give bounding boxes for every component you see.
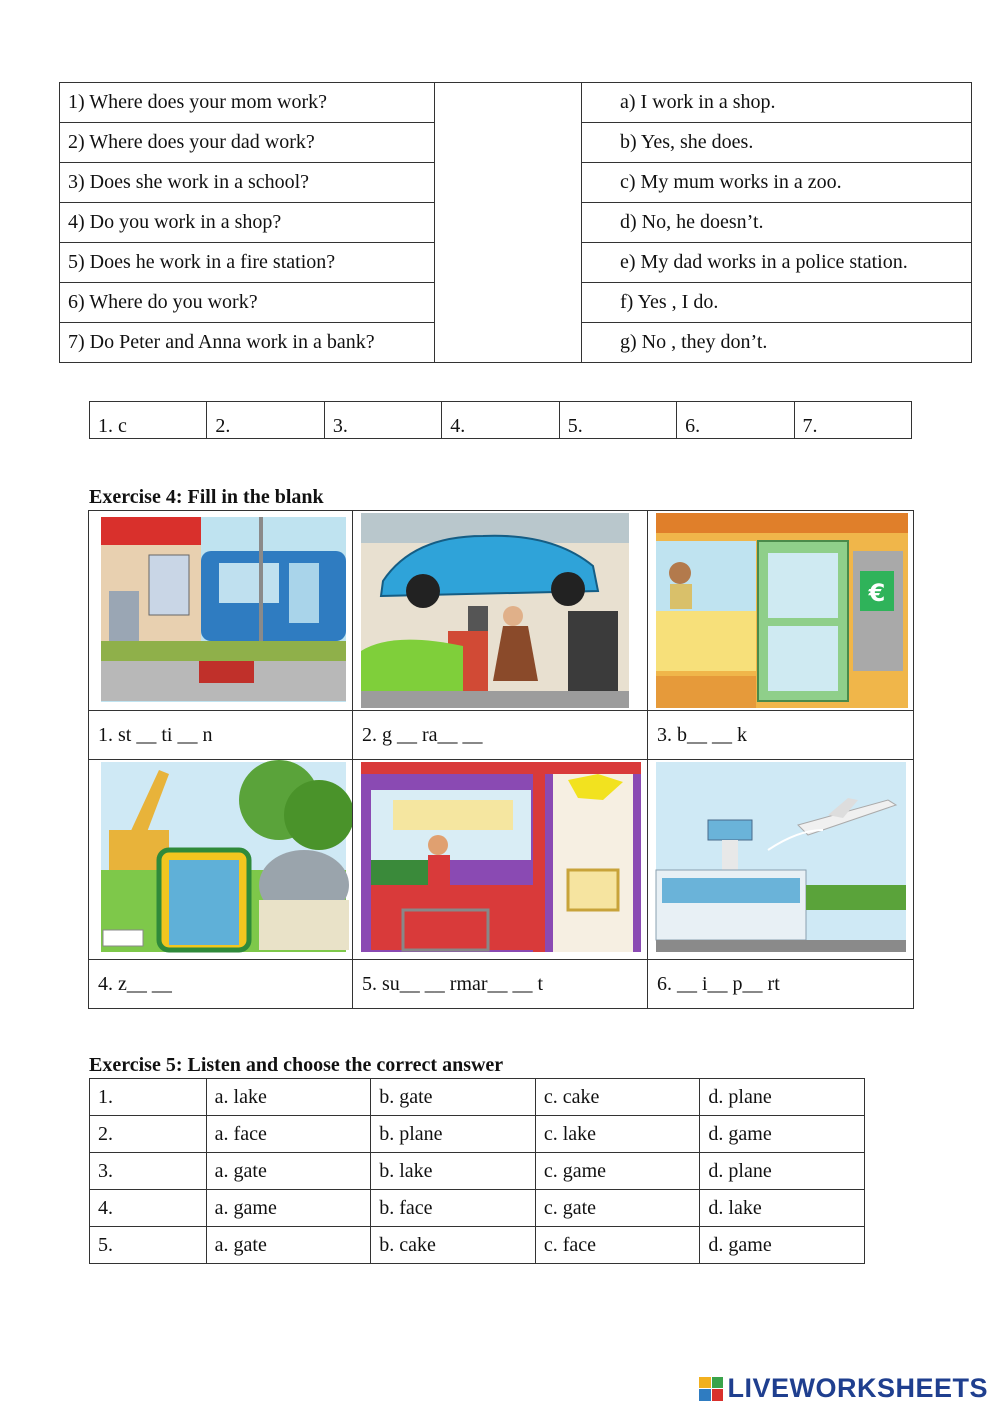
- zoo-picture: [89, 760, 353, 960]
- option-d[interactable]: d. game: [700, 1116, 865, 1153]
- answer-c: c) My mum works in a zoo.: [582, 163, 972, 203]
- answer-a: a) I work in a shop.: [582, 83, 972, 123]
- blank-3[interactable]: 3. b__ __ k: [648, 711, 914, 760]
- question-6: 6) Where do you work?: [60, 283, 435, 323]
- bank-picture: [648, 511, 914, 711]
- question-1: 1) Where does your mom work?: [60, 83, 435, 123]
- garage-picture: [353, 511, 648, 711]
- option-a[interactable]: a. lake: [206, 1079, 371, 1116]
- option-c[interactable]: c. lake: [535, 1116, 700, 1153]
- blank-6[interactable]: 6. __ i__ p__ rt: [648, 960, 914, 1009]
- exercise-5-title: Exercise 5: Listen and choose the correct answer: [89, 1054, 504, 1076]
- option-d[interactable]: d. game: [700, 1227, 865, 1264]
- matching-table: [59, 82, 972, 363]
- answer-b: b) Yes, she does.: [582, 123, 972, 163]
- blank-5[interactable]: 5. su__ __ rmar__ __ t: [353, 960, 648, 1009]
- item-number: 2.: [90, 1116, 207, 1153]
- option-b[interactable]: b. plane: [371, 1116, 536, 1153]
- answer-g: g) No , they don’t.: [582, 323, 972, 363]
- item-number: 3.: [90, 1153, 207, 1190]
- item-number: 4.: [90, 1190, 207, 1227]
- option-c[interactable]: c. gate: [535, 1190, 700, 1227]
- option-a[interactable]: a. gate: [206, 1153, 371, 1190]
- answer-box-1[interactable]: 1. c: [90, 402, 207, 439]
- airport-picture: [648, 760, 914, 960]
- exercise-5-row: [90, 1079, 865, 1116]
- picture-grid: [88, 510, 914, 1009]
- liveworksheets-logo: [699, 1373, 988, 1404]
- logo-icon: [699, 1377, 723, 1401]
- question-5: 5) Does he work in a fire station?: [60, 243, 435, 283]
- answer-f: f) Yes , I do.: [582, 283, 972, 323]
- option-d[interactable]: d. plane: [700, 1079, 865, 1116]
- blank-2[interactable]: 2. g __ ra__ __: [353, 711, 648, 760]
- option-a[interactable]: a. game: [206, 1190, 371, 1227]
- answer-box-3[interactable]: 3.: [324, 402, 441, 439]
- exercise-5-table: [89, 1078, 865, 1264]
- matching-row: [60, 83, 972, 123]
- option-b[interactable]: b. face: [371, 1190, 536, 1227]
- answer-d: d) No, he doesn’t.: [582, 203, 972, 243]
- exercise-5-row: [90, 1227, 865, 1264]
- option-d[interactable]: d. plane: [700, 1153, 865, 1190]
- option-b[interactable]: b. cake: [371, 1227, 536, 1264]
- item-number: 5.: [90, 1227, 207, 1264]
- exercise-5-row: [90, 1116, 865, 1153]
- exercise-4-title: Exercise 4: Fill in the blank: [89, 486, 324, 508]
- station-picture: [89, 511, 353, 711]
- answer-boxes: [89, 401, 912, 439]
- option-b[interactable]: b. gate: [371, 1079, 536, 1116]
- option-a[interactable]: a. gate: [206, 1227, 371, 1264]
- blank-1[interactable]: 1. st __ ti __ n: [89, 711, 353, 760]
- answer-box-2[interactable]: 2.: [207, 402, 324, 439]
- answer-box-6[interactable]: 6.: [677, 402, 794, 439]
- question-3: 3) Does she work in a school?: [60, 163, 435, 203]
- answer-box-7[interactable]: 7.: [794, 402, 911, 439]
- blank-4[interactable]: 4. z__ __: [89, 960, 353, 1009]
- option-b[interactable]: b. lake: [371, 1153, 536, 1190]
- question-4: 4) Do you work in a shop?: [60, 203, 435, 243]
- option-c[interactable]: c. game: [535, 1153, 700, 1190]
- question-2: 2) Where does your dad work?: [60, 123, 435, 163]
- matching-gap: [435, 83, 582, 363]
- item-number: 1.: [90, 1079, 207, 1116]
- option-c[interactable]: c. cake: [535, 1079, 700, 1116]
- option-a[interactable]: a. face: [206, 1116, 371, 1153]
- answer-box-4[interactable]: 4.: [442, 402, 559, 439]
- exercise-5-row: [90, 1190, 865, 1227]
- exercise-5-row: [90, 1153, 865, 1190]
- question-7: 7) Do Peter and Anna work in a bank?: [60, 323, 435, 363]
- option-c[interactable]: c. face: [535, 1227, 700, 1264]
- logo-text: LIVEWORKSHEETS: [727, 1373, 988, 1403]
- supermarket-picture: [353, 760, 648, 960]
- euro-sign: €: [868, 579, 886, 607]
- answer-e: e) My dad works in a police station.: [582, 243, 972, 283]
- answer-box-5[interactable]: 5.: [559, 402, 676, 439]
- option-d[interactable]: d. lake: [700, 1190, 865, 1227]
